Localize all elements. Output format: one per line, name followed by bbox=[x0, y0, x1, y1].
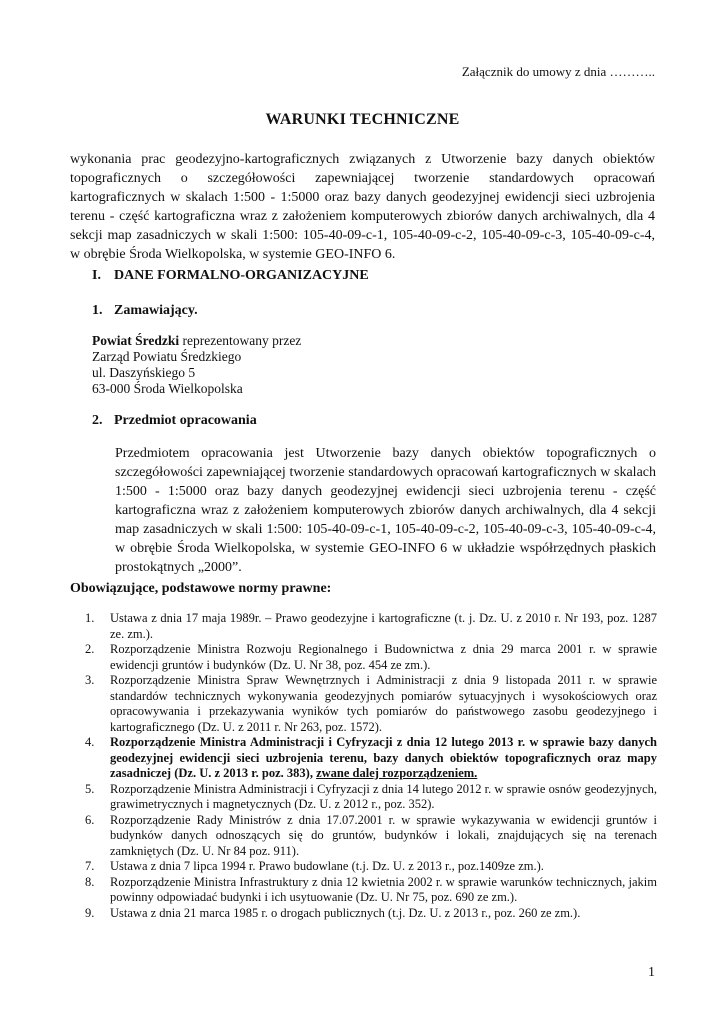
section-number: I. bbox=[92, 268, 101, 283]
list-item bbox=[85, 611, 657, 642]
list-item bbox=[85, 875, 657, 906]
client-line-3: ul. Daszyńskiego 5 bbox=[92, 365, 196, 380]
list-item bbox=[85, 735, 657, 782]
item-text: Rozporządzenie Ministra Administracji i Cyfryzacji z dnia 14 lutego 2012 r. w sprawie osnów geodezyjnych, grawimetrycznych i magnetycznych (Dz. U. z 2012 r., poz. 352). bbox=[110, 781, 657, 811]
annex-note: Załącznik do umowy z dnia ……….. bbox=[461, 64, 655, 79]
client-name: Powiat Średzki bbox=[92, 333, 180, 348]
item-text: Rozporządzenie Ministra Infrastruktury z dnia 12 kwietnia 2002 r. w sprawie warunków technicznych, jakim powinny odpowiadać budynki i ich usytuowanie (Dz. U. Nr 75, poz. 690 ze zm.). bbox=[110, 874, 657, 904]
item-number: 2. bbox=[85, 642, 95, 656]
list-item bbox=[85, 859, 657, 875]
document-title: WARUNKI TECHNICZNE bbox=[265, 111, 460, 128]
section-heading bbox=[92, 268, 369, 284]
list-item bbox=[85, 642, 657, 673]
item-number: 7. bbox=[85, 859, 95, 873]
intro-paragraph: wykonania prac geodezyjno-kartograficznych związanych z Utworzenie bazy danych obiektów topograficznych o szczegółowości zapewniającej tworzenie standardowych opracowań kartograficznych w skalach 1:500 - 1:5000 oraz bazy danych geodezyjnej ewidencji sieci uzbrojenia terenu - część kartograficzna wraz z założeniem komputerowych zbiorów danych archiwalnych, dla 4 sekcji map zasadniczych w skali 1:500: 105-40-09-c-1, 105-40-09-c-2, 105-40-09-c-3, 105-40-09-c-4, w obrębie Środa Wielkopolska, w systemie GEO-INFO 6. bbox=[70, 152, 655, 262]
list-item bbox=[85, 782, 657, 813]
client-line-4: 63-000 Środa Wielkopolska bbox=[92, 381, 243, 396]
client-number: 1. bbox=[92, 303, 103, 318]
item-number: 6. bbox=[85, 812, 95, 827]
item-text: Ustawa z dnia 21 marca 1985 r. o drogach publicznych (t.j. Dz. U. z 2013 r., poz. 260 ze zm.). bbox=[110, 905, 581, 920]
subject-paragraph: Przedmiotem opracowania jest Utworzenie bazy danych obiektów topograficznych o szczegółowości zapewniającej tworzenie standardowych opracowań kartograficznych w skalach 1:500 - 1:5000 oraz bazy danych geodezyjnej ewidencji sieci uzbrojenia terenu - część kartograficzna wraz z założeniem komputerowych zbiorów danych archiwalnych, dla 4 sekcji map zasadniczych w skali 1:500: 105-40-09-c-1, 105-40-09-c-2, 105-40-09-c-3, 105-40-09-c-4, w obrębie Środa Wielkopolska, w systemie GEO-INFO 6 w układzie współrzędnych płaskich prostokątnych „2000”. bbox=[115, 446, 656, 575]
item-number: 5. bbox=[85, 781, 95, 796]
norms-heading: Obowiązujące, podstawowe normy prawne: bbox=[70, 581, 332, 596]
client-title: Zamawiający. bbox=[114, 303, 198, 318]
client-line-1 bbox=[92, 333, 301, 349]
item-text bbox=[110, 735, 657, 782]
item-text: Rozporządzenie Ministra Spraw Wewnętrznych i Administracji z dnia 9 listopada 2011 r. w sprawie standardów technicznych wykonywania geodezyjnych pomiarów sytuacyjnych i wysokościowych oraz opracowywania i przekazywania wyników tych pomiarów do państwowego zasobu geodezyjnego i kartograficznego (Dz. U. z 2011 r. Nr 263, poz. 1572). bbox=[110, 673, 657, 734]
item-number: 3. bbox=[85, 673, 95, 687]
client-represented: reprezentowany przez bbox=[179, 333, 302, 348]
list-item bbox=[85, 906, 657, 922]
item-text-underlined: zwane dalej rozporządzeniem. bbox=[316, 766, 478, 780]
client-heading bbox=[92, 303, 198, 319]
page-number: 1 bbox=[648, 965, 655, 980]
item-number: 4. bbox=[85, 735, 95, 749]
list-item bbox=[85, 813, 657, 860]
section-title: DANE FORMALNO-ORGANIZACYJNE bbox=[114, 268, 369, 283]
item-text-main: Rozporządzenie Ministra Administracji i Cyfryzacji z dnia 12 lutego 2013 r. w sprawie bazy danych geodezyjnej ewidencji sieci uzbrojenia terenu, bazy danych obiektów topograficznych oraz mapy zasadniczej (Dz. U. z 2013 r. poz. 383), bbox=[110, 735, 657, 780]
subject-title: Przedmiot opracowania bbox=[114, 413, 257, 428]
client-line-2: Zarząd Powiatu Średzkiego bbox=[92, 349, 242, 364]
item-number: 9. bbox=[85, 905, 95, 920]
item-text: Rozporządzenie Rady Ministrów z dnia 17.07.2001 r. w sprawie wykazywania w ewidencji gruntów i budynków danych odnoszących się do gruntów, budynków i lokali, znajdujących się na terenach zamkniętych (Dz. U. Nr 84 poz. 911). bbox=[110, 812, 657, 858]
subject-number: 2. bbox=[92, 413, 103, 428]
item-text: Ustawa z dnia 7 lipca 1994 r. Prawo budowlane (t.j. Dz. U. z 2013 r., poz.1409ze zm.). bbox=[110, 859, 544, 873]
norms-list bbox=[85, 611, 657, 921]
item-number: 1. bbox=[85, 611, 95, 625]
item-text: Ustawa z dnia 17 maja 1989r. – Prawo geodezyjne i kartograficzne (t. j. Dz. U. z 2010 r. Nr 193, poz. 1287 ze. zm.). bbox=[110, 611, 657, 641]
item-number: 8. bbox=[85, 874, 95, 889]
item-text: Rozporządzenie Ministra Rozwoju Regionalnego i Budownictwa z dnia 29 marca 2001 r. w sprawie ewidencji gruntów i budynków (Dz. U. Nr 38, poz. 454 ze zm.). bbox=[110, 642, 657, 672]
client-address bbox=[92, 333, 301, 397]
subject-heading bbox=[92, 413, 257, 429]
list-item bbox=[85, 673, 657, 735]
